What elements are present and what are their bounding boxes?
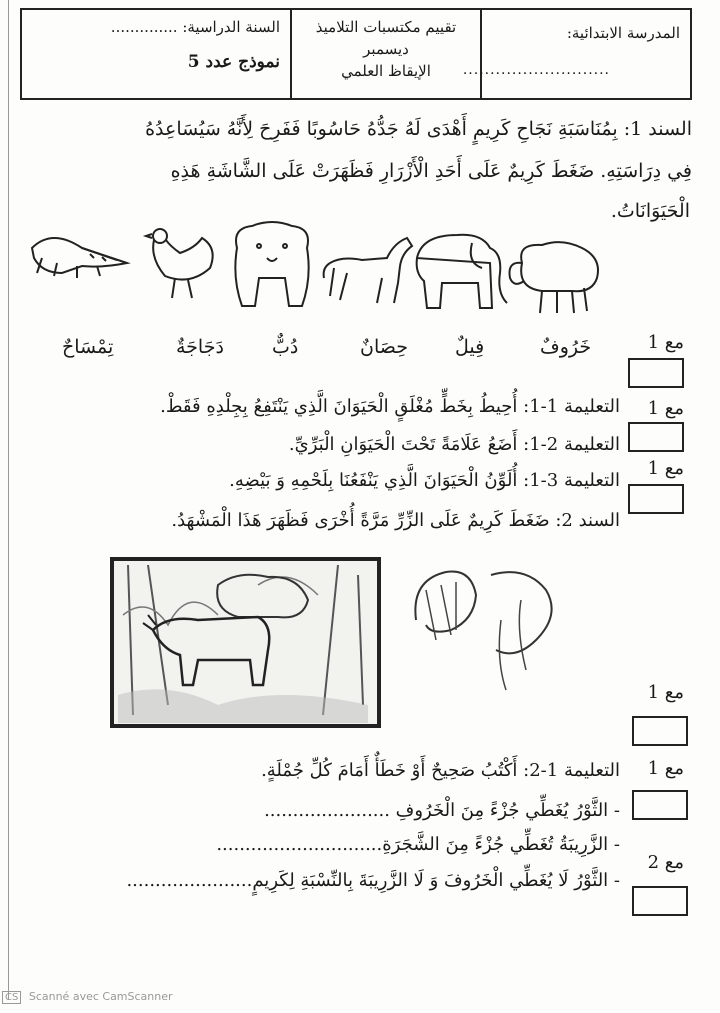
- header-eval-cell: [290, 10, 480, 98]
- animal-name-sheep: خَرُوفٌ: [540, 336, 592, 358]
- sanad1-line2: فِي دِرَاسَتِهِ. ضَغَطَ كَرِيمٌ عَلَى أَحَدِ الْأَزْرَارِ فَظَهَرَتْ عَلَى الشَّاشَةِ هَذِهِ: [170, 160, 692, 182]
- sanad1-line3: الْحَيَوَانَاتُ.: [610, 200, 690, 222]
- camscanner-text: Scanné avec CamScanner: [28, 990, 173, 1003]
- instruction-1-3: التعليمة 3-1: أُلَوِّنُ الْحَيَوَانَ الَّذِي يَنْفَعُنَا بِلَحْمِهِ وَ بَيْضِهِ.: [229, 470, 620, 491]
- year-label: السنة الدراسية: ..............: [110, 18, 280, 36]
- sanad1-line1: السند 1: بِمُنَاسَبَةِ نَجَاحِ كَرِيمٍ أَهْدَى لَهُ جَدُّهُ حَاسُوبًا فَفَرِحَ لِأَنَّهُ سَيُسَاعِدُهُ: [145, 118, 692, 140]
- statement-1: - الثَّوْرُ يُغَطِّي جُزْءً مِنَ الْخَرُوفِ ......................: [264, 800, 620, 821]
- school-dots: ...........................: [462, 62, 610, 78]
- farm-scene-image: [108, 555, 383, 730]
- score-label-4: مع 1: [647, 682, 684, 703]
- animal-name-bear: دُبٌّ: [272, 336, 299, 358]
- camscanner-footer: [2, 990, 173, 1004]
- score-label-6: مع 2: [647, 852, 684, 873]
- camscanner-logo: CS: [2, 991, 21, 1004]
- animal-name-chicken: دَجَاجَةٌ: [176, 336, 224, 358]
- model-label: نموذج عدد 5: [187, 52, 280, 72]
- sanad2-line1: السند 2: ضَغَطَ كَرِيمٌ عَلَى الزِّرِّ مَرَّةً أُخْرَى فَظَهَرَ هَذَا الْمَشْهَدُ.: [171, 510, 620, 531]
- animal-name-crocodile: تِمْسَاحٌ: [62, 336, 114, 358]
- crocodile-icon: [32, 238, 127, 278]
- tree-drawing: [396, 560, 576, 710]
- subject: الإيقاظ العلمي: [341, 62, 431, 80]
- animal-name-elephant: فِيلٌ: [455, 336, 485, 358]
- animals-illustration: [22, 218, 607, 318]
- chicken-icon: [146, 229, 213, 298]
- score-label-1: مع 1: [647, 332, 684, 353]
- statement-3: - الثَّوْرُ لَا يُغَطِّي الْخَرُوفَ وَ لَا الزَّرِيبَةَ بِالنِّسْبَةِ لِكَرِيمٍ......................: [126, 870, 620, 891]
- sheep-icon: [510, 242, 599, 313]
- animal-name-horse: حِصَانٌ: [360, 336, 408, 358]
- eval-title: تقييم مكتسبات التلاميذ: [315, 18, 457, 36]
- bear-icon: [235, 222, 308, 306]
- score-box-6[interactable]: [632, 886, 688, 916]
- month: ديسمبر: [363, 40, 409, 58]
- horse-icon: [324, 238, 412, 303]
- elephant-icon: [417, 235, 507, 308]
- score-label-3: مع 1: [647, 458, 684, 479]
- score-box-1[interactable]: [628, 358, 684, 388]
- header-school-cell: [462, 10, 690, 98]
- instruction-1-2: التعليمة 2-1: أَضَعُ عَلَامَةً تَحْتَ الْحَيَوَانِ الْبَرِّيِّ.: [288, 434, 620, 455]
- margin-line: [8, 0, 9, 1000]
- instruction-2-1: التعليمة 1-2: أَكْتُبُ صَحِيحٌ أَوْ خَطَأٌ أَمَامَ كُلِّ جُمْلَةٍ.: [261, 760, 620, 781]
- animal-names-row: [40, 336, 600, 366]
- school-label: المدرسة الابتدائية:: [566, 24, 680, 42]
- header-table: [20, 8, 692, 100]
- statement-2: - الزَّرِيبَةُ تُغَطِّي جُزْءً مِنَ الشَّجَرَةِ.............................: [216, 834, 620, 855]
- score-label-2: مع 1: [647, 398, 684, 419]
- score-label-5: مع 1: [647, 758, 684, 779]
- score-box-2[interactable]: [628, 422, 684, 452]
- score-box-5[interactable]: [632, 790, 688, 820]
- score-box-4[interactable]: [632, 716, 688, 746]
- instruction-1-1: التعليمة 1-1: أُحِيطُ بِخَطٍّ مُغْلَقٍ الْحَيَوَانَ الَّذِي يَنْتَفِعُ بِجِلْدِهِ فَقَطْ.: [160, 396, 620, 417]
- header-year-cell: [22, 10, 290, 98]
- score-box-3[interactable]: [628, 484, 684, 514]
